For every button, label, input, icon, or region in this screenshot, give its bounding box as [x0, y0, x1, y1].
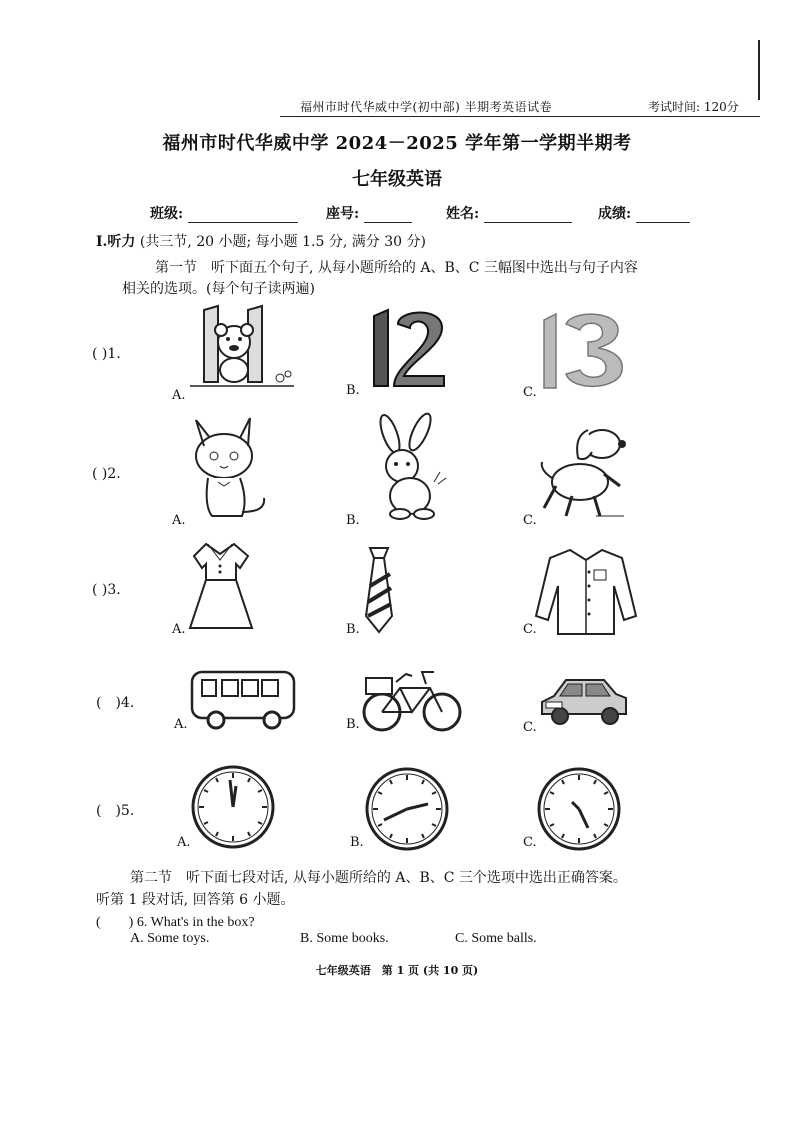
q6-option-c[interactable]: C. Some balls.	[455, 931, 537, 946]
q2-option-a-label[interactable]: A.	[172, 513, 186, 528]
q6-option-a[interactable]: A. Some toys.	[130, 931, 210, 946]
class-label: 班级:	[150, 206, 184, 222]
car-picture	[538, 672, 630, 728]
clock-five-picture	[536, 766, 622, 852]
seat-field	[326, 203, 412, 223]
question-6-row	[96, 911, 255, 931]
score-blank[interactable]	[636, 208, 690, 223]
q3-option-b-label[interactable]: B.	[346, 622, 360, 637]
q6-option-b[interactable]: B. Some books.	[300, 931, 389, 946]
seat-label: 座号:	[326, 206, 360, 222]
score-label: 成绩:	[598, 206, 632, 222]
part1-heading-row	[96, 231, 426, 251]
q3-option-a-label[interactable]: A.	[172, 622, 186, 637]
clock-eight-picture	[364, 766, 450, 852]
dress-picture	[188, 540, 254, 634]
exam-title: 福州市时代华威中学 2024－2025 学年第一学期半期考	[162, 133, 632, 154]
score-field	[598, 203, 690, 223]
rabbit-picture	[370, 412, 450, 522]
section1-line2: 相关的选项。(每个句子读两遍)	[122, 281, 315, 297]
name-label: 姓名:	[446, 206, 480, 222]
section2-intro: 第二节 听下面七段对话, 从每小题所给的 A、B、C 三个选项中选出正确答案。	[130, 870, 627, 886]
bicycle-picture	[360, 664, 464, 734]
shirt-picture	[534, 546, 638, 638]
q2-option-c-label[interactable]: C.	[523, 513, 537, 528]
seat-blank[interactable]	[364, 208, 412, 223]
q4-option-a-label[interactable]: A.	[174, 717, 188, 732]
page-edge-mark	[758, 40, 760, 100]
page-footer: 七年级英语 第 1 页 (共 10 页)	[315, 964, 479, 977]
q1-option-c-label[interactable]: C.	[523, 385, 537, 400]
question-4-number[interactable]: ( )4.	[96, 695, 135, 711]
header-exam-time: 考试时间: 120分	[648, 100, 739, 114]
class-blank[interactable]	[188, 208, 298, 223]
q4-option-c-label[interactable]: C.	[523, 720, 537, 735]
name-blank[interactable]	[484, 208, 572, 223]
header-school-line: 福州市时代华威中学(初中部) 半期考英语试卷	[300, 100, 553, 114]
q6-answer-paren[interactable]: ( )	[96, 915, 134, 930]
question-1-number[interactable]: ( )1.	[92, 346, 121, 362]
q1-option-a-label[interactable]: A.	[172, 388, 186, 403]
q3-option-c-label[interactable]: C.	[523, 622, 537, 637]
name-field	[446, 203, 572, 223]
question-3-number[interactable]: ( )3.	[92, 582, 121, 598]
tie-picture	[364, 546, 394, 634]
section1-line1: 第一节 听下面五个句子, 从每小题所给的 A、B、C 三幅图中选出与句子内容	[155, 260, 638, 276]
cat-picture	[190, 416, 270, 522]
q4-option-b-label[interactable]: B.	[346, 717, 360, 732]
q1-option-b-label[interactable]: B.	[346, 383, 360, 398]
number-12-picture	[370, 306, 450, 388]
bus-picture	[188, 668, 298, 732]
q6-question: 6. What's in the box?	[136, 915, 255, 930]
clock-twelve-picture	[190, 764, 276, 850]
q5-option-b-label[interactable]: B.	[350, 835, 364, 850]
header-rule	[280, 116, 760, 117]
dog-picture	[536, 416, 632, 522]
exam-subject: 七年级英语	[352, 169, 442, 190]
teddy-bear-11-picture	[190, 304, 300, 394]
class-field	[150, 203, 298, 223]
q5-option-a-label[interactable]: A.	[177, 835, 191, 850]
q5-option-c-label[interactable]: C.	[523, 835, 537, 850]
question-2-number[interactable]: ( )2.	[92, 466, 121, 482]
part1-desc: (共三节, 20 小题; 每小题 1.5 分, 满分 30 分)	[139, 234, 426, 250]
part1-heading: Ⅰ.听力	[96, 234, 136, 250]
dialog1-instruction: 听第 1 段对话, 回答第 6 小题。	[96, 892, 295, 908]
number-13-picture	[542, 310, 628, 390]
q2-option-b-label[interactable]: B.	[346, 513, 360, 528]
question-5-number[interactable]: ( )5.	[96, 803, 135, 819]
